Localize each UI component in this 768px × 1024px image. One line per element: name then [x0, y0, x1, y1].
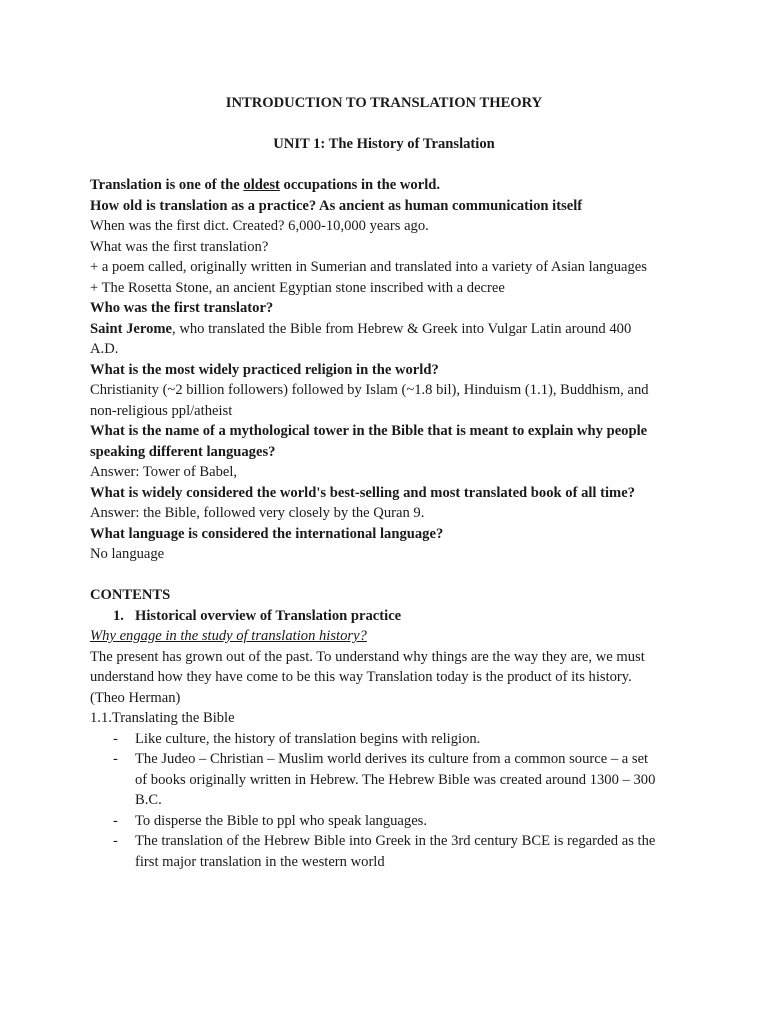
bullet-1: Like culture, the history of translation begins with religion.	[135, 731, 481, 747]
contents-item-number: 1.	[113, 608, 124, 624]
bullet-dash: -	[113, 731, 118, 747]
paragraph-line-3: (Theo Herman)	[90, 690, 181, 706]
document-title: INTRODUCTION TO TRANSLATION THEORY	[225, 95, 543, 111]
intro-line-4: What was the first translation?	[90, 239, 269, 255]
intro-line-15: Answer: Tower of Babel,	[90, 464, 238, 480]
intro-line-3: When was the first dict. Created? 6,000-10,000 years ago.	[90, 218, 429, 234]
bullet-2-line-3: B.C.	[135, 792, 162, 808]
bullet-dash: -	[113, 813, 118, 829]
contents-heading: CONTENTS	[90, 587, 171, 603]
unit-title: UNIT 1: The History of Translation	[273, 136, 495, 152]
intro-line-8-rest: , who translated the Bible from Hebrew & Greek into Vulgar Latin around 400	[172, 321, 632, 337]
intro-line-1-underlined: oldest	[243, 177, 280, 193]
bullet-3: To disperse the Bible to ppl who speak languages.	[135, 813, 428, 829]
bullet-4-line-2: first major translation in the western world	[135, 854, 385, 870]
intro-line-18: What language is considered the international language?	[90, 526, 444, 542]
contents-item-text: Historical overview of Translation practice	[135, 608, 402, 624]
bullet-4-line-1: The translation of the Hebrew Bible into Greek in the 3rd century BCE is regarded as the	[135, 833, 656, 849]
intro-line-1	[90, 176, 440, 194]
bullet-dash: -	[113, 751, 118, 767]
intro-line-14: speaking different languages?	[90, 444, 276, 460]
intro-line-9: A.D.	[90, 341, 119, 357]
paragraph-line-1: The present has grown out of the past. To understand why things are the way they are, we must	[90, 649, 645, 665]
intro-line-2: How old is translation as a practice? As ancient as human communication itself	[90, 198, 583, 214]
intro-line-8	[90, 320, 631, 338]
bullet-2-line-1: The Judeo – Christian – Muslim world derives its culture from a common source – a set	[135, 751, 649, 767]
why-study-heading: Why engage in the study of translation history?	[90, 628, 367, 644]
subsection-heading: 1.1.Translating the Bible	[90, 710, 235, 726]
intro-line-10: What is the most widely practiced religion in the world?	[90, 362, 439, 378]
intro-line-19: No language	[90, 546, 165, 562]
bullet-2-line-2: of books originally written in Hebrew. The Hebrew Bible was created around 1300 – 300	[135, 772, 656, 788]
intro-line-1-post: occupations in the world.	[279, 177, 441, 193]
intro-line-11: Christianity (~2 billion followers) followed by Islam (~1.8 bil), Hinduism (1.1), Buddhism, and	[90, 382, 649, 398]
intro-line-16: What is widely considered the world's best-selling and most translated book of all time?	[90, 485, 635, 501]
intro-line-1-pre: Translation is one of the	[90, 177, 244, 193]
intro-line-12: non-religious ppl/atheist	[90, 403, 233, 419]
paragraph-line-2: understand how they have come to be this way Translation today is the product of its history.	[90, 669, 632, 685]
saint-jerome-bold: Saint Jerome	[90, 321, 173, 337]
intro-line-7: Who was the first translator?	[90, 300, 274, 316]
intro-line-5: + a poem called, originally written in Sumerian and translated into a variety of Asian languages	[90, 259, 647, 275]
intro-line-13: What is the name of a mythological tower in the Bible that is meant to explain why people	[90, 423, 648, 439]
intro-line-6: + The Rosetta Stone, an ancient Egyptian stone inscribed with a decree	[90, 280, 505, 296]
intro-line-17: Answer: the Bible, followed very closely by the Quran 9.	[90, 505, 425, 521]
bullet-dash: -	[113, 833, 118, 849]
